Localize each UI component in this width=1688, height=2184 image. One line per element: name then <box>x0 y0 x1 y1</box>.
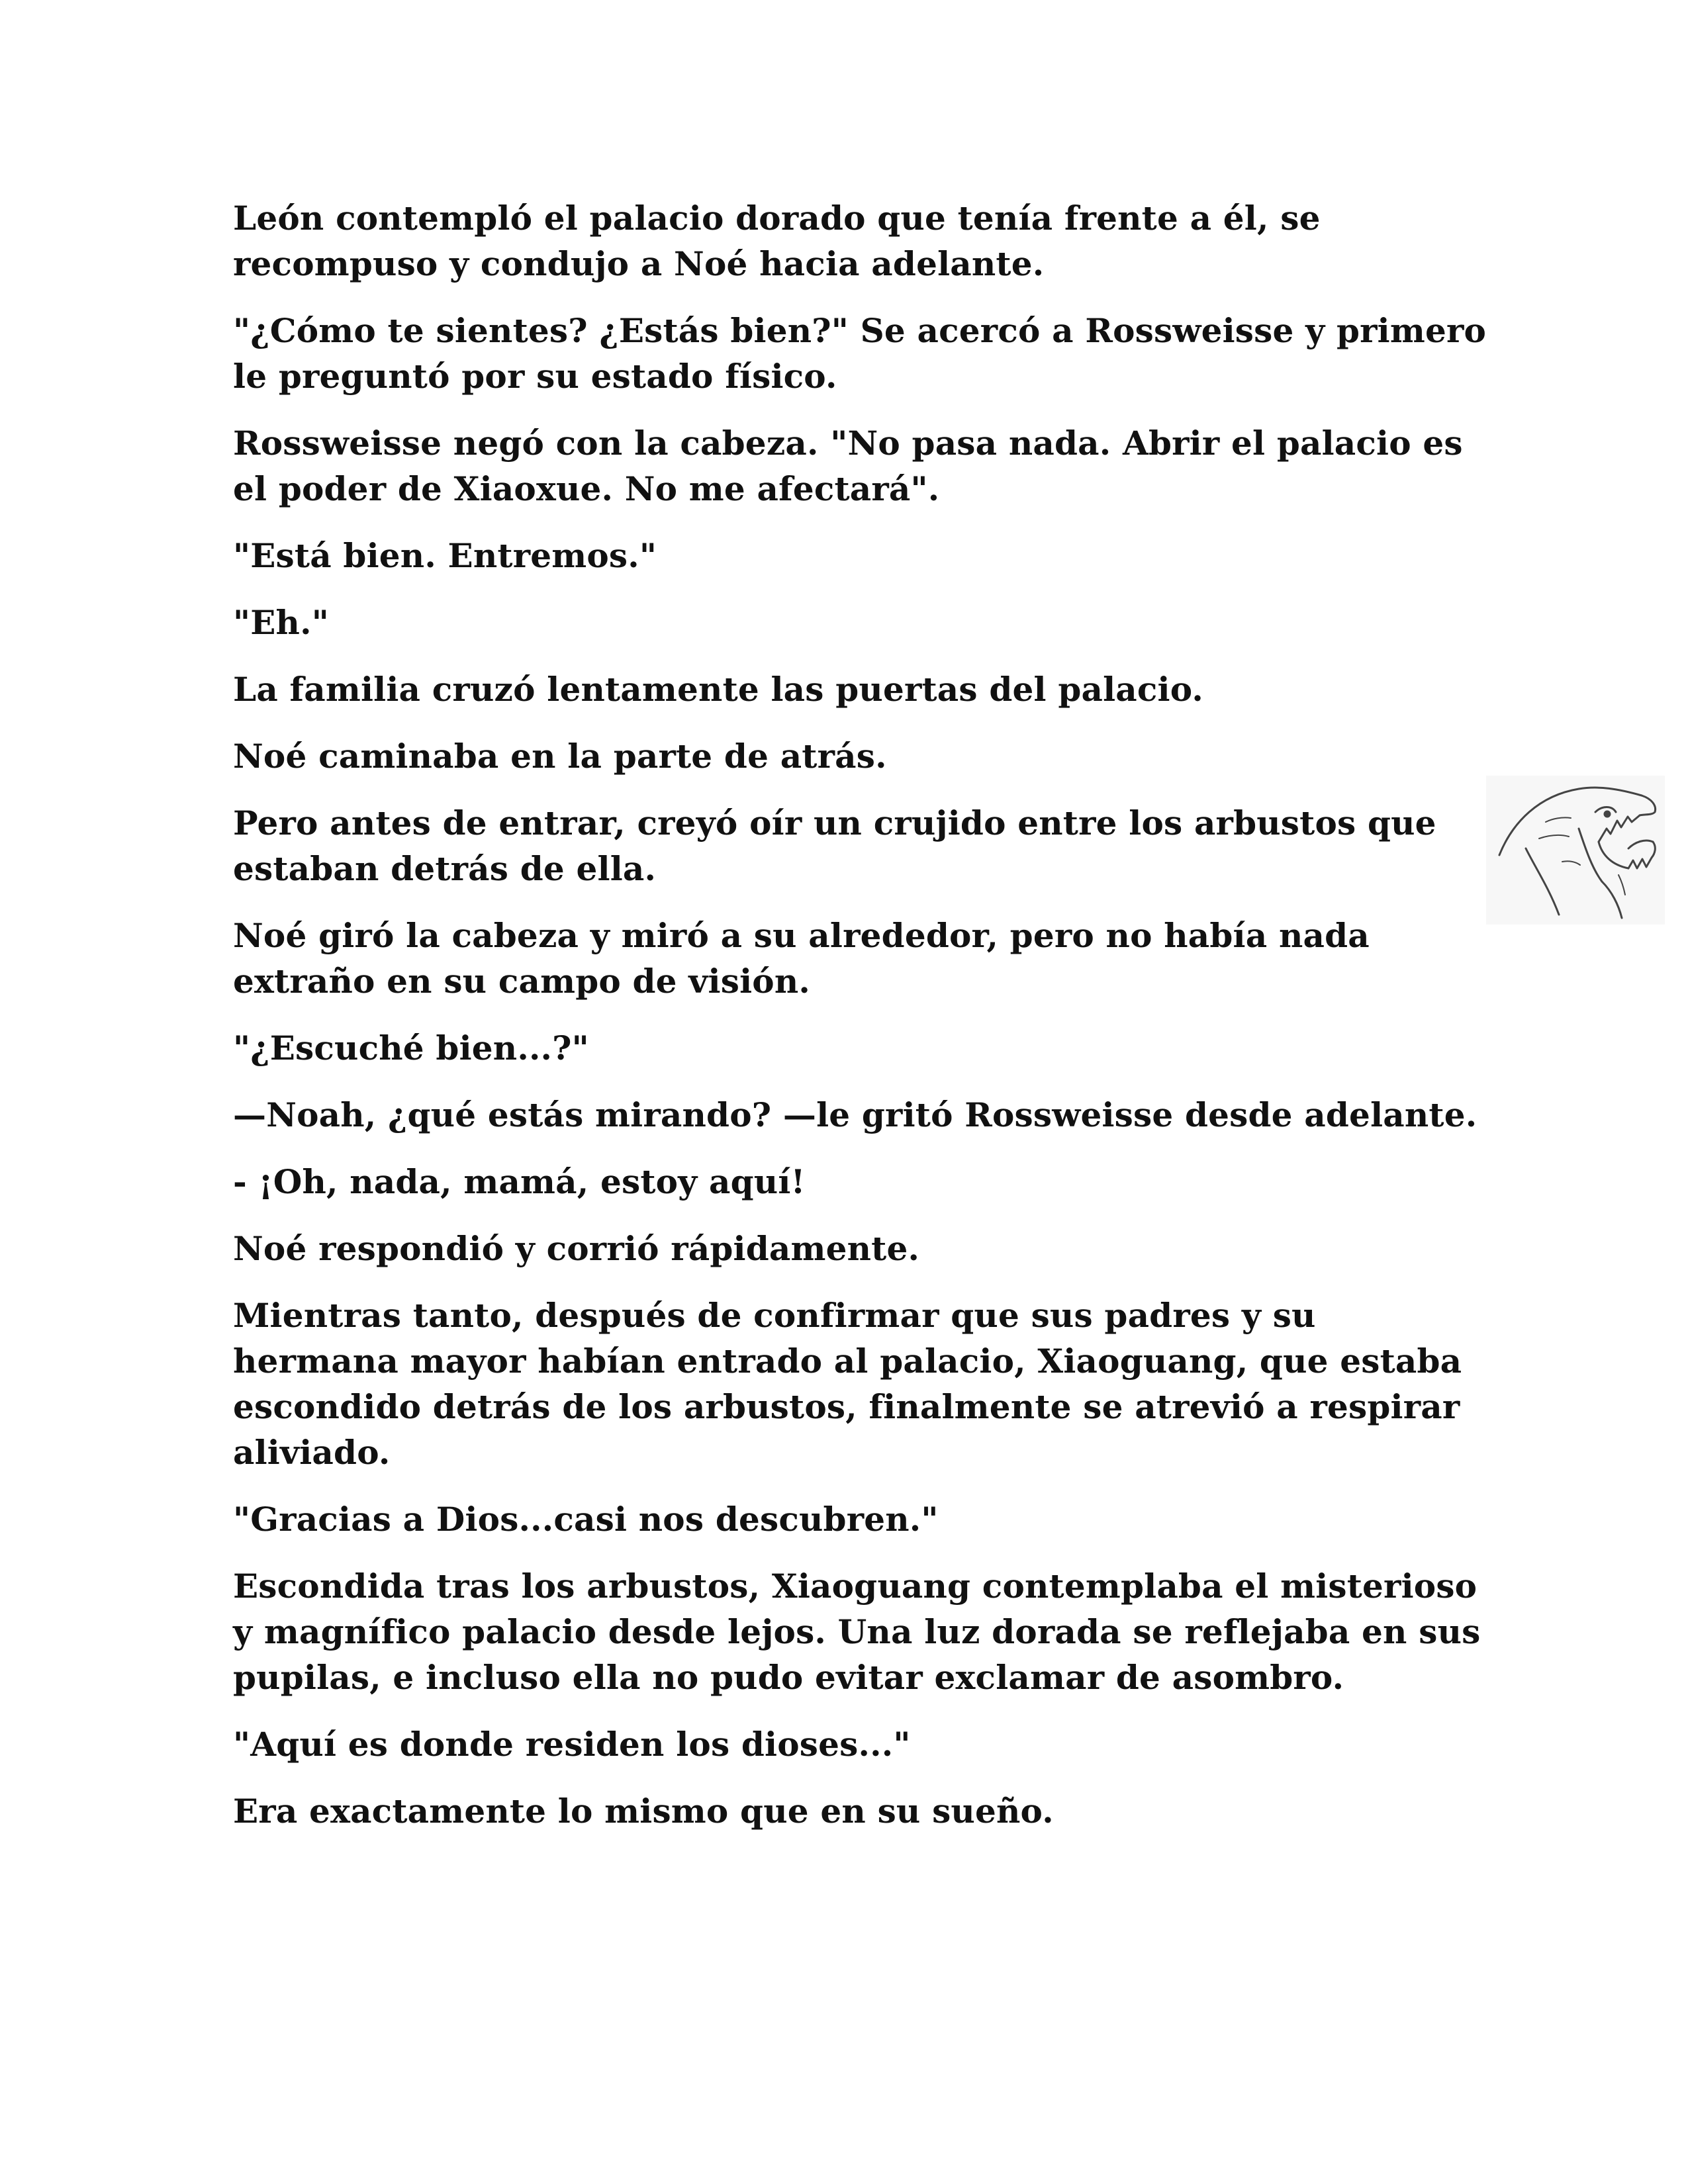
paragraph-12: - ¡Oh, nada, mamá, estoy aquí! <box>233 1162 806 1201</box>
paragraph-18: Era exactamente lo mismo que en su sueño. <box>233 1792 1054 1831</box>
paragraph-7: Noé caminaba en la parte de atrás. <box>233 737 887 776</box>
paragraph-4: "Está bien. Entremos." <box>233 536 657 575</box>
paragraph-17: "Aquí es donde residen los dioses..." <box>233 1725 911 1764</box>
paragraph-2: "¿Cómo te sientes? ¿Estás bien?" Se acercó a Rossweisse y primero le preguntó por su estado físico. <box>233 311 1487 396</box>
dinosaur-sketch-icon <box>1486 776 1665 925</box>
paragraph-14: Mientras tanto, después de confirmar que sus padres y su hermana mayor habían entrado al palacio, Xiaoguang, que estaba escondido detrás de los arbustos, finalmente se atrevió a respirar aliviado. <box>233 1296 1462 1472</box>
paragraph-9: Noé giró la cabeza y miró a su alrededor, pero no había nada extraño en su campo de visión. <box>233 916 1370 1001</box>
paragraph-15: "Gracias a Dios...casi nos descubren." <box>233 1500 939 1539</box>
paragraph-13: Noé respondió y corrió rápidamente. <box>233 1229 920 1268</box>
paragraph-1: León contempló el palacio dorado que tenía frente a él, se recompuso y condujo a Noé hacia adelante. <box>233 199 1321 283</box>
paragraph-8: Pero antes de entrar, creyó oír un crujido entre los arbustos que estaban detrás de ella. <box>233 803 1436 888</box>
paragraph-3: Rossweisse negó con la cabeza. "No pasa nada. Abrir el palacio es el poder de Xiaoxue. No me afectará". <box>233 424 1463 508</box>
paragraph-10: "¿Escuché bien...?" <box>233 1028 589 1068</box>
document-body <box>233 195 1491 1855</box>
paragraph-11: —Noah, ¿qué estás mirando? —le gritó Rossweisse desde adelante. <box>233 1095 1477 1134</box>
paragraph-5: "Eh." <box>233 603 329 642</box>
paragraph-16: Escondida tras los arbustos, Xiaoguang contemplaba el misterioso y magnífico palacio desde lejos. Una luz dorada se reflejaba en sus pupilas, e incluso ella no pudo evitar exclamar de asombro. <box>233 1567 1481 1697</box>
paragraph-6: La familia cruzó lentamente las puertas del palacio. <box>233 670 1203 709</box>
